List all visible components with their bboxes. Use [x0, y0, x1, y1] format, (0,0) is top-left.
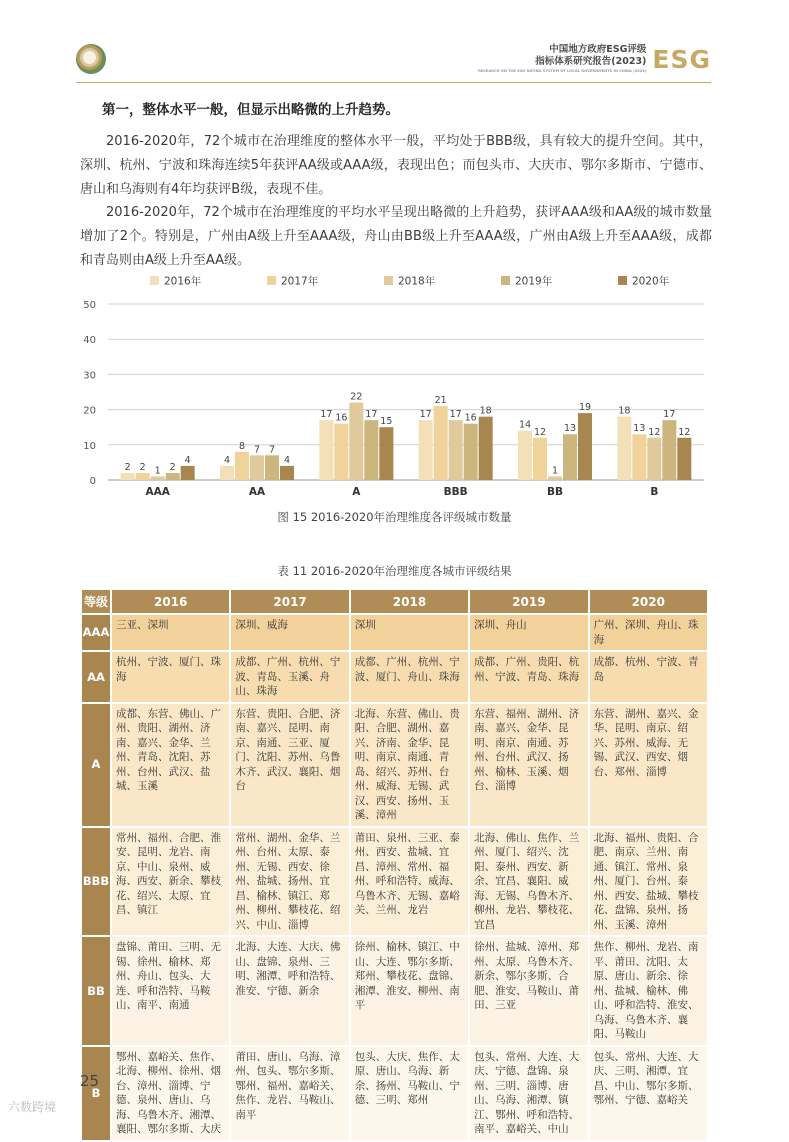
header-cell-2016: 2016: [111, 589, 230, 614]
paragraph-1: 2016-2020年，72个城市在治理维度的整体水平一般，平均处于BBB级，具有较大的提升空间。其中，深圳、杭州、宁波和珠海连续5年获评AA级或AAA级，表现出色；而包头市、大庆市、鄂尔多斯市、宁德市、唐山和乌海则有4年均获评B级，表现不佳。: [80, 134, 712, 197]
bar-value-label: 12: [678, 426, 691, 438]
bar-value-label: 16: [335, 412, 348, 424]
legend-swatch: [618, 276, 627, 285]
table-cell: 盘锦、莆田、三明、无锡、徐州、榆林、郑州、舟山、包头、大连、呼和浩特、马鞍山、南平、南通: [111, 936, 230, 1046]
watermark: 六数跨境: [8, 1100, 57, 1114]
section-heading: 第一，整体水平一般，但显示出略微的上升趋势。: [102, 102, 399, 118]
bar: [220, 466, 234, 480]
table-row-bbb: [81, 827, 708, 937]
bar-value-label: 18: [479, 405, 492, 417]
rating-count-bar-chart: [78, 268, 714, 500]
grade-cell: AA: [81, 651, 111, 703]
table-cell: 成都、东营、佛山、广州、贵阳、湖州、济南、嘉兴、金华、兰州、青岛、沈阳、苏州、台州、武汉、盐城、玉溪: [111, 703, 230, 827]
bar: [334, 424, 348, 480]
y-tick-label: 50: [83, 300, 96, 311]
header-subtitle: RESEARCH ON THE ESG RATING SYSTEM OF LOCAL GOVERNMENTS IN CHINA (2023): [478, 69, 647, 73]
header-title-line1: 中国地方政府ESG评级: [549, 44, 647, 55]
city-rating-table: [80, 588, 709, 1142]
legend-label: 2019年: [515, 275, 553, 288]
bar-value-label: 13: [563, 423, 577, 435]
table-cell: 成都、广州、杭州、宁波、青岛、玉溪、舟山、珠海: [230, 651, 349, 703]
table-header-row: [81, 589, 708, 614]
table-cell: 成都、广州、杭州、宁波、厦门、舟山、珠海: [350, 651, 469, 703]
table-cell: 常州、福州、合肥、淮安、昆明、龙岩、南京、中山、泉州、威海、西安、新余、攀枝花、绍兴、太原、宜昌、镇江: [111, 827, 230, 937]
bar: [349, 403, 363, 480]
bar-value-label: 4: [184, 454, 191, 466]
table-cell: 包头、大庆、焦作、太原、唐山、乌海、新余、扬州、马鞍山、宁德、三明、郑州: [350, 1046, 469, 1141]
table-caption: 表 11 2016-2020年治理维度各城市评级结果: [277, 564, 512, 578]
bar-value-label: 13: [633, 423, 646, 435]
table-cell: 北海、东营、佛山、贵阳、合肥、湖州、嘉兴、济南、金华、昆明、南京、南通、青岛、绍兴、苏州、台州、威海、无锡、武汉、西安、扬州、玉溪、漳州: [350, 703, 469, 827]
table-cell: 常州、湖州、金华、兰州、台州、太原、泰州、无锡、西安、徐州、盐城、扬州、宜昌、榆林、镇江、郑州、柳州、攀枝花、绍兴、中山、淄博: [230, 827, 349, 937]
bar: [166, 473, 180, 480]
bar-value-label: 16: [464, 412, 477, 424]
x-tick-label: BB: [546, 486, 564, 498]
header-divider: [76, 82, 711, 83]
legend-label: 2016年: [164, 275, 202, 288]
grade-cell: B: [81, 1046, 111, 1141]
bar: [379, 427, 393, 480]
table-cell: 北海、大连、大庆、佛山、盘锦、泉州、三明、湘潭、呼和浩特、淮安、宁德、新余: [230, 936, 349, 1046]
table-cell: 徐州、榆林、镇江、中山、大连、鄂尔多斯、郑州、攀枝花、盘锦、湘潭、淮安、柳州、南平: [350, 936, 469, 1046]
header-cell-2020: 2020: [589, 589, 708, 614]
bar-value-label: 7: [268, 444, 276, 456]
bar-value-label: 12: [533, 426, 547, 438]
bar: [563, 434, 577, 480]
header-title-line2: 指标体系研究报告(2023): [535, 56, 647, 67]
table-cell: 成都、杭州、宁波、青岛: [589, 651, 708, 703]
bar: [151, 476, 165, 480]
bar-value-label: 15: [380, 416, 393, 428]
legend-swatch: [501, 276, 510, 285]
table-cell: 东营、福州、湖州、济南、嘉兴、金华、昆明、南京、南通、苏州、台州、武汉、扬州、榆林、玉溪、烟台、淄博: [469, 703, 588, 827]
bar-value-label: 17: [320, 409, 333, 421]
bar: [578, 413, 592, 480]
table-cell: 深圳、威海: [230, 614, 349, 651]
bar-value-label: 1: [154, 465, 161, 477]
bar-value-label: 21: [434, 395, 447, 407]
x-tick-label: AAA: [145, 486, 170, 498]
x-tick-label: AA: [248, 486, 266, 498]
bar: [181, 466, 195, 480]
bar-value-label: 12: [648, 426, 661, 438]
x-tick-label: BBB: [443, 486, 468, 498]
table-row-b: [81, 1046, 708, 1141]
table-row-aaa: [81, 614, 708, 651]
y-tick-label: 10: [83, 440, 96, 452]
bar: [235, 452, 249, 480]
table-cell: 莆田、泉州、三亚、泰州、西安、盐城、宜昌、漳州、常州、福州、呼和浩特、威海、乌鲁木齐、无锡、嘉峪关、兰州、龙岩: [350, 827, 469, 937]
grade-cell: A: [81, 703, 111, 827]
legend-label: 2017年: [281, 275, 319, 288]
bar-value-label: 4: [283, 454, 291, 466]
table-row-a: [81, 703, 708, 827]
table-cell: 成都、广州、贵阳、杭州、宁波、青岛、珠海: [469, 651, 588, 703]
table-cell: 三亚、深圳: [111, 614, 230, 651]
table-cell: 深圳: [350, 614, 469, 651]
legend-label: 2020年: [632, 275, 670, 288]
y-tick-label: 30: [83, 370, 96, 382]
bar-value-label: 18: [618, 405, 631, 417]
bar-value-label: 2: [139, 461, 146, 473]
paragraph-2: 2016-2020年，72个城市在治理维度的平均水平呈现出略微的上升趋势，获评AAA级和AA级的城市数量增加了2个。特别是，广州由A级上升至AAA级，舟山由BB级上升至AAA级，广州由A级上升至AAA级，成都和青岛则由A级上升至AA级。: [80, 205, 712, 268]
header-cell-grade: 等级: [81, 589, 111, 614]
bar-value-label: 2: [124, 461, 131, 473]
table-cell: 北海、福州、贵阳、合肥、南京、兰州、南通、镇江、常州、泉州、厦门、台州、泰州、西安、盐城、攀枝花、盘锦、泉州、扬州、玉溪、漳州: [589, 827, 708, 937]
bar-value-label: 2: [169, 461, 176, 473]
bar: [464, 424, 478, 480]
bar: [136, 473, 150, 480]
table-cell: 莆田、唐山、乌海、漳州、包头、鄂尔多斯、鄂州、福州、嘉峪关、焦作、龙岩、马鞍山、南平: [230, 1046, 349, 1141]
bar: [419, 420, 433, 480]
bar-value-label: 17: [663, 409, 676, 421]
bar: [479, 417, 493, 480]
bar-value-label: 4: [223, 454, 231, 466]
bar: [548, 476, 562, 480]
bar: [647, 438, 661, 480]
report-header: [478, 44, 711, 74]
table-cell: 鄂州、嘉峪关、焦作、北海、柳州、徐州、烟台、漳州、淄博、宁德、泉州、唐山、乌海、乌鲁木齐、湘潭、襄阳、鄂尔多斯、大庆: [111, 1046, 230, 1141]
header-cell-2019: 2019: [469, 589, 588, 614]
y-tick-label: 0: [89, 476, 96, 487]
table-cell: 东营、湖州、嘉兴、金华、昆明、南京、绍兴、苏州、威海、无锡、武汉、西安、烟台、郑州、淄博: [589, 703, 708, 827]
legend-swatch: [150, 276, 159, 285]
bar: [319, 420, 333, 480]
bar-value-label: 22: [350, 391, 363, 403]
bar: [632, 434, 646, 480]
header-title: [478, 44, 646, 74]
table-row-aa: [81, 651, 708, 703]
table-cell: 包头、常州、大连、大庆、宁德、盘锦、泉州、三明、淄博、唐山、乌海、湘潭、镇江、鄂州、呼和浩特、南平、嘉峪关、中山: [469, 1046, 588, 1141]
x-tick-label: B: [650, 486, 659, 498]
table-cell: 杭州、宁波、厦门、珠海: [111, 651, 230, 703]
table-cell: 徐州、盐城、漳州、郑州、太原、乌鲁木齐、新余、鄂尔多斯、合肥、淮安、马鞍山、莆田、三亚: [469, 936, 588, 1046]
bar-value-label: 8: [238, 440, 246, 452]
bar: [265, 455, 279, 480]
bar: [449, 420, 463, 480]
bar: [280, 466, 294, 480]
bar-value-label: 7: [253, 444, 261, 456]
bar: [434, 406, 448, 480]
y-tick-label: 40: [83, 335, 96, 347]
header-cell-2017: 2017: [230, 589, 349, 614]
bar-value-label: 17: [365, 409, 378, 421]
table-cell: 焦作、柳州、龙岩、南平、莆田、沈阳、太原、唐山、新余、徐州、盐城、榆林、佛山、呼和浩特、淮安、乌海、乌鲁木齐、襄阳、马鞍山: [589, 936, 708, 1046]
bar: [533, 438, 547, 480]
header-cell-2018: 2018: [350, 589, 469, 614]
bar: [250, 455, 264, 480]
esg-wordmark: ESG: [652, 44, 711, 74]
table-row-bb: [81, 936, 708, 1046]
x-tick-label: A: [352, 486, 361, 498]
bar: [662, 420, 676, 480]
report-logo: [76, 44, 106, 74]
grade-cell: BBB: [81, 827, 111, 937]
legend-swatch: [384, 276, 393, 285]
grade-cell: BB: [81, 936, 111, 1046]
y-tick-label: 20: [83, 405, 96, 417]
table-cell: 东营、贵阳、合肥、济南、嘉兴、昆明、南京、南通、三亚、厦门、沈阳、苏州、乌鲁木齐、武汉、襄阳、烟台: [230, 703, 349, 827]
bar-value-label: 17: [449, 409, 462, 421]
table-cell: 深圳、舟山: [469, 614, 588, 651]
bar: [677, 438, 691, 480]
bar: [617, 417, 631, 480]
bar-value-label: 1: [551, 465, 559, 477]
table-cell: 包头、常州、大连、大庆、三明、湘潭、宜昌、中山、鄂尔多斯、鄂州、宁德、嘉峪关: [589, 1046, 708, 1141]
table-cell: 广州、深圳、舟山、珠海: [589, 614, 708, 651]
grade-cell: AAA: [81, 614, 111, 651]
page-number: 25: [80, 1072, 100, 1090]
table-cell: 北海、佛山、焦作、兰州、厦门、绍兴、沈阳、泰州、西安、新余、宜昌、襄阳、威海、无锡、乌鲁木齐、柳州、龙岩、攀枝花、宜昌: [469, 827, 588, 937]
legend-swatch: [267, 276, 276, 285]
legend-label: 2018年: [398, 275, 436, 288]
bar-value-label: 17: [419, 409, 432, 421]
bar: [364, 420, 378, 480]
bar-value-label: 19: [578, 402, 592, 414]
bar: [121, 473, 135, 480]
chart-caption: 图 15 2016-2020年治理维度各评级城市数量: [277, 510, 512, 524]
bar: [518, 431, 532, 480]
bar-value-label: 14: [518, 419, 532, 431]
